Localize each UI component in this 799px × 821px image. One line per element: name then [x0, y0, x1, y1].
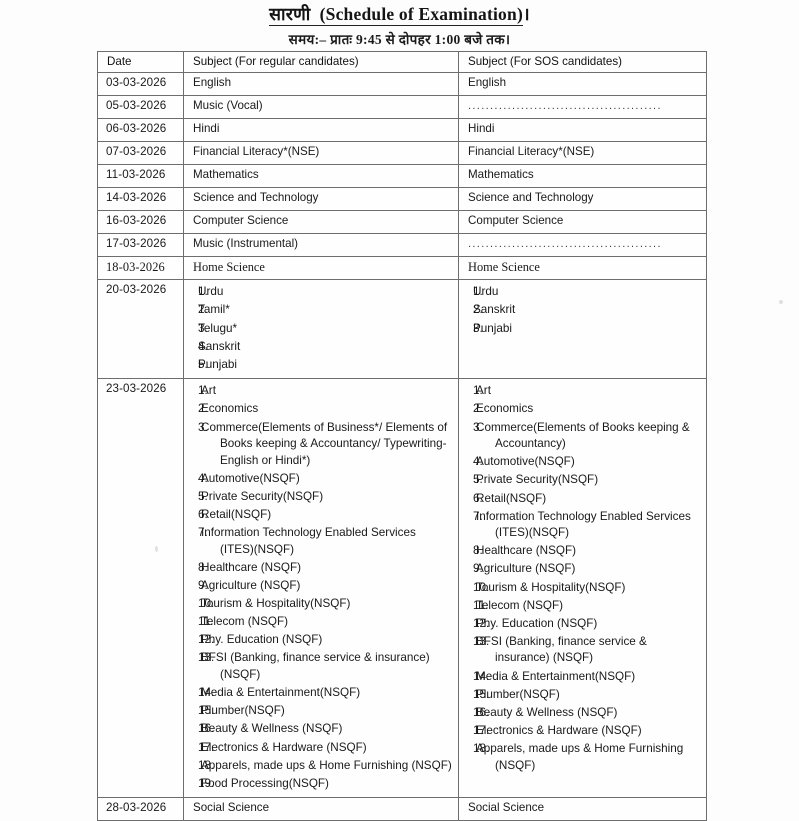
subject-list-item: Tourism & Hospitality(NSQF): [201, 597, 351, 611]
subject-text: English: [193, 76, 232, 90]
cell-subject-sos: [459, 379, 707, 798]
cell-date: [98, 280, 184, 379]
subject-list-item: BFSI (Banking, finance service & insurance) (NSQF): [201, 651, 430, 682]
exam-date: 14-03-2026: [106, 191, 167, 205]
exam-date: 28-03-2026: [106, 801, 167, 815]
subject-list: [459, 284, 706, 337]
exam-date: 06-03-2026: [106, 122, 167, 136]
subject-list-item: Telecom (NSQF): [476, 598, 564, 612]
cell-subject-sos: [459, 234, 707, 257]
table-row: [98, 119, 707, 142]
subject-list-item: Art: [476, 384, 491, 398]
cell-subject-regular: [184, 73, 459, 96]
cell-date: [98, 257, 184, 280]
table-row: [98, 257, 707, 280]
cell-subject-sos: [459, 188, 707, 211]
cell-subject-regular: [184, 257, 459, 280]
table-row: [98, 379, 707, 798]
subject-list-item: Economics: [476, 402, 534, 416]
subject-list-item: Beauty & Wellness (NSQF): [201, 722, 343, 736]
cell-date: [98, 188, 184, 211]
dotted-placeholder: ............................................: [468, 101, 662, 113]
subject-list-item: Punjabi: [473, 321, 512, 335]
table-row: [98, 96, 707, 119]
subject-text: Hindi: [193, 122, 220, 136]
cell-subject-sos: [459, 142, 707, 165]
subject-text: Mathematics: [468, 168, 534, 182]
cell-date: [98, 211, 184, 234]
cell-subject-sos: [459, 211, 707, 234]
subject-list-item: Electronics & Hardware (NSQF): [476, 723, 642, 737]
cell-subject-regular: [184, 142, 459, 165]
table-row: [98, 280, 707, 379]
exam-date: 17-03-2026: [106, 237, 167, 251]
subject-list-item: Apparels, made ups & Home Furnishing (NSQF): [476, 742, 684, 772]
subject-text: Music (Vocal): [193, 99, 263, 113]
subject-list-item: Sanskrit: [198, 339, 241, 353]
subject-list-item: Media & Entertainment(NSQF): [476, 669, 636, 683]
exam-date: 07-03-2026: [106, 145, 167, 159]
cell-date: [98, 96, 184, 119]
cell-subject-sos: [459, 280, 707, 379]
subject-list-item: Retail(NSQF): [476, 491, 547, 505]
subject-list-item: BFSI (Banking, finance service & insurance) (NSQF): [476, 634, 647, 665]
cell-subject-regular: [184, 211, 459, 234]
cell-subject-sos: [459, 73, 707, 96]
subject-list-item: Agriculture (NSQF): [476, 562, 576, 576]
subject-text: Hindi: [468, 122, 495, 136]
column-header-date: Date: [98, 52, 184, 73]
cell-subject-sos: [459, 96, 707, 119]
subject-list-item: Art: [201, 384, 216, 398]
exam-date: 03-03-2026: [106, 76, 167, 90]
cell-subject-regular: [184, 165, 459, 188]
exam-date: 11-03-2026: [106, 168, 166, 182]
subject-text: Mathematics: [193, 168, 259, 182]
subject-text: Financial Literacy*(NSE): [468, 145, 595, 159]
subject-list-item: Beauty & Wellness (NSQF): [476, 705, 618, 719]
subject-list-item: Economics: [201, 402, 259, 416]
subject-list-item: Telecom (NSQF): [201, 615, 289, 629]
subject-text: Science and Technology: [468, 191, 594, 205]
page-title: [269, 2, 530, 26]
cell-subject-regular: [184, 379, 459, 798]
subject-text: Social Science: [193, 801, 270, 815]
exam-date: 23-03-2026: [106, 382, 167, 396]
subject-text: Computer Science: [468, 214, 564, 228]
subject-list: [184, 383, 458, 792]
subject-text: Music (Instrumental): [193, 237, 299, 251]
cell-date: [98, 119, 184, 142]
subject-list-item: Information Technology Enabled Services (ITES)(NSQF): [201, 526, 416, 556]
table-header-row: [98, 52, 707, 73]
subject-text: Financial Literacy*(NSE): [193, 145, 320, 159]
cell-subject-regular: [184, 119, 459, 142]
subject-text: Home Science: [193, 260, 265, 275]
exam-date: 16-03-2026: [106, 214, 167, 228]
subject-list-item: Private Security(NSQF): [476, 473, 599, 487]
subject-text: Computer Science: [193, 214, 289, 228]
subject-list-item: Commerce(Elements of Books keeping & Accountancy): [476, 420, 690, 451]
table-row: [98, 211, 707, 234]
page-title-hindi: सारणी: [269, 4, 311, 24]
document-header: [0, 0, 799, 48]
subject-list-item: Information Technology Enabled Services (ITES)(NSQF): [476, 509, 691, 540]
subject-list-item: Telugu*: [198, 321, 237, 335]
cell-subject-regular: [184, 798, 459, 821]
cell-date: [98, 142, 184, 165]
page-title-danda: ।: [522, 4, 530, 24]
cell-subject-sos: [459, 257, 707, 280]
cell-subject-regular: [184, 280, 459, 379]
subject-list-item: Media & Entertainment(NSQF): [201, 686, 361, 700]
subject-list-item: Plumber(NSQF): [476, 687, 560, 701]
subject-list-item: Commerce(Elements of Business*/ Elements of Books keeping & Accountancy/ Typewriting-English or Hindi*): [201, 420, 448, 467]
table-row: [98, 234, 707, 257]
scan-speck: [779, 300, 783, 304]
subject-list-item: Automotive(NSQF): [201, 471, 300, 485]
cell-subject-sos: [459, 119, 707, 142]
table-row: [98, 142, 707, 165]
cell-subject-regular: [184, 234, 459, 257]
subject-list-item: Electronics & Hardware (NSQF): [201, 740, 367, 754]
exam-timing-note: समय:– प्रातः 9:45 से दोपहर 1:00 बजे तक।: [288, 32, 511, 47]
subject-list-item: Healthcare (NSQF): [201, 560, 302, 574]
cell-date: [98, 165, 184, 188]
subject-list-item: Phy. Education (NSQF): [476, 616, 598, 630]
subject-list-item: Food Processing(NSQF): [201, 776, 329, 790]
examination-schedule-table: [97, 51, 707, 821]
cell-subject-sos: [459, 798, 707, 821]
subject-list-item: Phy. Education (NSQF): [201, 633, 323, 647]
column-header-regular: Subject (For regular candidates): [184, 52, 459, 73]
cell-subject-sos: [459, 165, 707, 188]
column-header-sos: Subject (For SOS candidates): [459, 52, 707, 73]
subject-list-item: Sanskrit: [473, 303, 516, 317]
cell-date: [98, 234, 184, 257]
table-row: [98, 73, 707, 96]
table-row: [98, 798, 707, 821]
subject-list-item: Tourism & Hospitality(NSQF): [476, 580, 626, 594]
exam-date: 20-03-2026: [106, 283, 167, 297]
cell-date: [98, 798, 184, 821]
cell-subject-regular: [184, 188, 459, 211]
subject-list-item: Urdu: [473, 285, 499, 299]
subject-list-item: Agriculture (NSQF): [201, 579, 301, 593]
table-row: [98, 188, 707, 211]
cell-date: [98, 73, 184, 96]
subject-list-item: Punjabi: [198, 357, 237, 371]
exam-date: 18-03-2026: [106, 260, 165, 275]
subject-list-item: Private Security(NSQF): [201, 490, 324, 503]
exam-date: 05-03-2026: [106, 99, 167, 113]
subject-list-item: Apparels, made ups & Home Furnishing (NSQF): [201, 758, 452, 772]
dotted-placeholder: ............................................: [468, 239, 662, 251]
page-title-english: (Schedule of Examination): [319, 4, 523, 24]
cell-subject-regular: [184, 96, 459, 119]
subject-list-item: Urdu: [198, 285, 224, 299]
subject-list-item: Automotive(NSQF): [476, 455, 575, 469]
subject-text: English: [468, 76, 507, 90]
subject-list-item: Plumber(NSQF): [201, 704, 285, 718]
subject-list: [459, 383, 706, 774]
cell-date: [98, 379, 184, 798]
subject-text: Social Science: [468, 801, 545, 815]
subject-text: Home Science: [468, 260, 540, 275]
subject-list-item: Tamil*: [198, 303, 230, 317]
subject-list-item: Healthcare (NSQF): [476, 544, 577, 558]
subject-text: Science and Technology: [193, 191, 319, 205]
subject-list-item: Retail(NSQF): [201, 508, 272, 522]
schedule-table-body: [98, 73, 707, 821]
subject-list: [184, 284, 458, 373]
table-row: [98, 165, 707, 188]
schedule-table-container: [97, 51, 706, 821]
